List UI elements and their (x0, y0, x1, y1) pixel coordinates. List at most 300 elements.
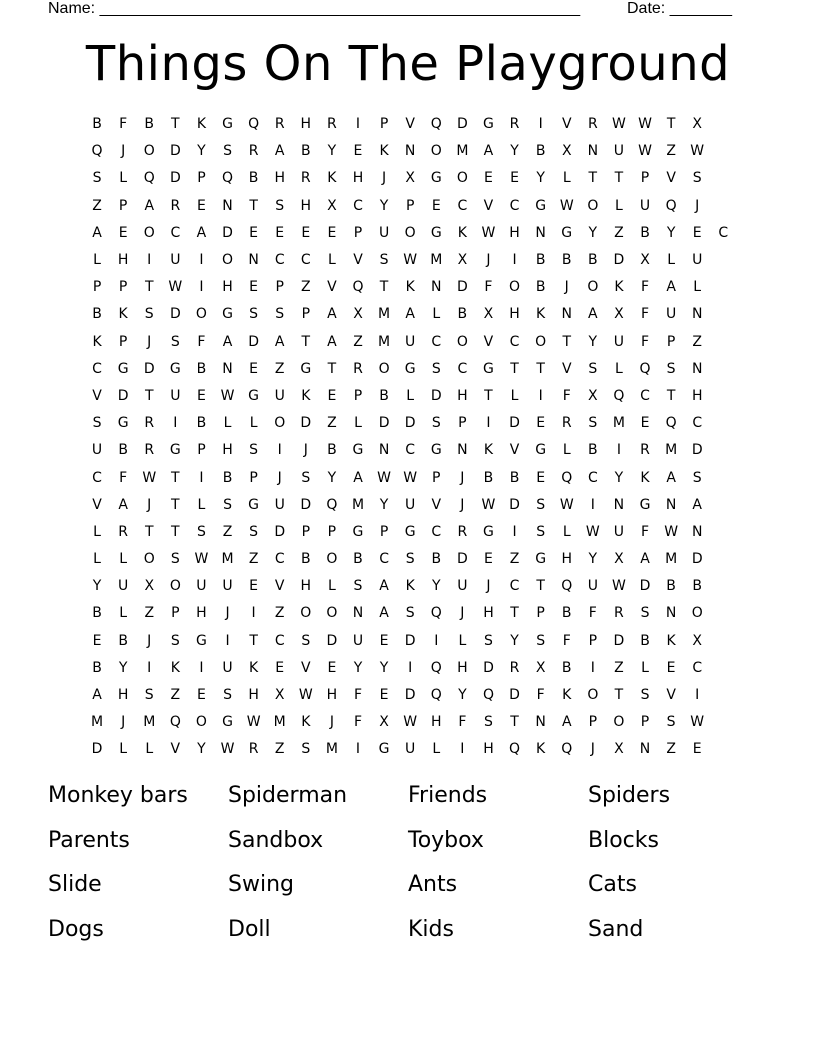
grid-row (84, 220, 734, 247)
grid-letter: J (147, 632, 152, 649)
grid-letter: Y (510, 143, 519, 160)
grid-letter: E (196, 387, 206, 404)
grid-letter: E (692, 741, 702, 758)
grid-letter: U (274, 496, 285, 513)
grid-letter: O (326, 605, 338, 622)
grid-letter: A (405, 306, 415, 323)
grid-letter: H (222, 442, 233, 459)
grid-letter: I (408, 659, 413, 676)
grid-row (84, 193, 734, 220)
grid-letter: N (431, 279, 442, 296)
grid-letter: W (612, 578, 626, 595)
grid-letter: U (170, 252, 181, 269)
grid-letter: J (486, 252, 491, 269)
grid-letter: F (588, 605, 597, 622)
grid-letter: B (300, 551, 311, 568)
grid-letter: C (405, 442, 416, 459)
grid-letter: C (431, 523, 442, 540)
grid-letter: X (561, 143, 572, 160)
grid-letter: C (274, 551, 285, 568)
grid-letter: L (354, 415, 362, 432)
grid-letter: P (405, 197, 415, 214)
grid-letter: E (327, 659, 337, 676)
grid-letter: A (144, 197, 155, 214)
grid-letter: B (640, 224, 650, 241)
grid-letter: L (458, 632, 467, 649)
grid-letter: B (535, 279, 546, 296)
grid-letter: G (195, 632, 207, 649)
grid-letter: C (92, 469, 102, 486)
grid-letter: E (666, 659, 676, 676)
grid-letter: U (170, 387, 181, 404)
grid-row (84, 492, 734, 519)
grid-letter: U (613, 523, 625, 540)
grid-letter: V (327, 279, 337, 296)
word-list-item: Doll (228, 916, 271, 942)
grid-letter: C (274, 632, 285, 649)
grid-letter: L (327, 578, 336, 595)
grid-letter: V (301, 659, 311, 676)
grid-letter: G (404, 523, 416, 540)
grid-letter: P (666, 333, 676, 350)
grid-letter: W (142, 469, 157, 486)
grid-letter: B (535, 252, 546, 269)
grid-letter: Y (588, 224, 598, 241)
grid-letter: L (249, 415, 258, 432)
grid-letter: Z (353, 333, 363, 350)
grid-letter: C (353, 197, 363, 214)
grid-letter: U (118, 578, 129, 595)
grid-letter: V (170, 741, 181, 758)
word-list-item: Slide (48, 872, 102, 897)
grid-letter: P (353, 224, 363, 241)
grid-letter: R (327, 116, 337, 133)
grid-letter: L (615, 197, 623, 214)
grid-letter: Q (665, 415, 677, 432)
grid-row (84, 165, 734, 192)
grid-letter: H (326, 687, 338, 704)
grid-letter: P (171, 605, 180, 622)
grid-letter: W (220, 387, 235, 404)
grid-letter: K (536, 741, 546, 758)
grid-letter: R (587, 116, 598, 133)
grid-letter: N (457, 442, 468, 459)
grid-letter: T (171, 116, 180, 133)
grid-letter: B (248, 170, 259, 187)
grid-letter: X (274, 687, 285, 704)
grid-letter: G (430, 224, 442, 241)
grid-letter: M (378, 333, 391, 350)
word-list-item: Monkey bars (48, 783, 188, 808)
grid-letter: P (353, 387, 363, 404)
grid-letter: B (640, 632, 650, 649)
grid-letter: S (640, 605, 650, 622)
grid-letter: J (486, 578, 491, 595)
grid-letter: Z (92, 197, 102, 214)
grid-row (84, 274, 734, 301)
grid-letter: S (249, 442, 259, 459)
grid-letter: F (484, 279, 493, 296)
grid-letter: L (93, 252, 101, 269)
grid-letter: B (431, 551, 442, 568)
grid-letter: M (430, 252, 443, 269)
grid-letter: T (301, 333, 311, 350)
grid-letter: P (301, 306, 311, 323)
grid-letter: W (559, 197, 574, 214)
grid-letter: T (614, 170, 624, 187)
grid-letter: U (222, 659, 233, 676)
grid-letter: O (300, 605, 312, 622)
grid-letter: N (535, 714, 546, 731)
grid-letter: C (509, 333, 520, 350)
grid-letter: S (640, 687, 650, 704)
grid-letter: N (639, 741, 651, 758)
grid-row (84, 573, 734, 600)
grid-letter: U (405, 496, 416, 513)
grid-letter: E (510, 170, 519, 187)
grid-letter: K (457, 224, 467, 241)
grid-letter: D (509, 687, 520, 704)
grid-letter: D (404, 415, 416, 432)
grid-letter: X (457, 252, 468, 269)
grid-letter: P (197, 170, 206, 187)
word-list-item: Kids (408, 916, 454, 942)
grid-letter: X (483, 306, 494, 323)
grid-row (84, 600, 734, 627)
grid-row (84, 138, 734, 165)
grid-letter: O (378, 360, 390, 377)
grid-letter: R (561, 415, 572, 432)
grid-letter: O (691, 605, 703, 622)
grid-letter: D (483, 659, 494, 676)
grid-letter: W (690, 714, 705, 731)
grid-letter: S (431, 360, 441, 377)
grid-letter: G (483, 523, 494, 540)
grid-letter: O (613, 714, 625, 731)
grid-letter: G (117, 360, 129, 377)
grid-letter: E (353, 143, 363, 160)
grid-letter: P (327, 523, 337, 540)
grid-letter: V (92, 496, 102, 513)
grid-letter: E (301, 224, 311, 241)
grid-letter: Z (666, 741, 676, 758)
grid-letter: T (588, 170, 598, 187)
grid-letter: J (147, 333, 152, 350)
grid-letter: S (223, 143, 232, 160)
grid-letter: Q (91, 143, 103, 160)
grid-letter: O (587, 687, 599, 704)
grid-letter: C (92, 360, 102, 377)
grid-row (84, 628, 734, 655)
grid-letter: I (199, 279, 204, 296)
grid-letter: U (613, 333, 625, 350)
name-field-label[interactable]: Name: ______________________________________________________ (48, 0, 581, 17)
grid-letter: D (169, 143, 181, 160)
grid-letter: W (585, 523, 600, 540)
grid-letter: I (199, 252, 204, 269)
grid-letter: K (483, 442, 494, 459)
grid-letter: I (590, 496, 595, 513)
grid-letter: E (379, 632, 389, 649)
grid-letter: I (225, 632, 230, 649)
grid-letter: A (327, 306, 337, 323)
grid-letter: G (248, 496, 260, 513)
grid-letter: I (538, 116, 543, 133)
grid-letter: L (641, 659, 649, 676)
grid-letter: F (640, 306, 650, 323)
grid-letter: M (91, 714, 104, 731)
word-list (48, 778, 768, 956)
grid-letter: P (92, 279, 102, 296)
grid-letter: J (329, 714, 334, 731)
grid-letter: K (405, 578, 415, 595)
grid-letter: A (92, 224, 102, 241)
grid-row (84, 301, 734, 328)
grid-letter: E (196, 197, 206, 214)
grid-letter: A (118, 496, 128, 513)
grid-letter: L (562, 523, 571, 540)
grid-letter: Q (665, 197, 677, 214)
grid-letter: R (457, 523, 468, 540)
grid-letter: K (249, 659, 259, 676)
grid-letter: D (169, 170, 181, 187)
grid-letter: O (195, 714, 207, 731)
grid-letter: N (404, 143, 416, 160)
grid-letter: Q (430, 687, 442, 704)
grid-letter: W (403, 714, 418, 731)
grid-letter: B (509, 469, 520, 486)
grid-letter: A (222, 333, 233, 350)
grid-letter: A (274, 143, 285, 160)
grid-letter: C (509, 578, 520, 595)
grid-letter: J (147, 496, 152, 513)
grid-letter: G (352, 523, 364, 540)
grid-letter: Q (639, 360, 651, 377)
grid-letter: P (118, 333, 128, 350)
grid-letter: S (170, 551, 180, 568)
grid-letter: Y (197, 741, 206, 758)
grid-letter: L (197, 496, 206, 513)
grid-letter: S (301, 741, 311, 758)
grid-letter: L (562, 170, 571, 187)
grid-letter: Z (274, 741, 285, 758)
grid-letter: Y (379, 659, 389, 676)
grid-letter: E (327, 224, 337, 241)
grid-letter: Z (614, 659, 624, 676)
grid-letter: I (199, 469, 204, 486)
grid-row (84, 329, 734, 356)
grid-letter: O (195, 306, 207, 323)
grid-letter: B (588, 442, 598, 459)
grid-letter: Y (431, 578, 441, 595)
grid-letter: N (665, 605, 677, 622)
grid-letter: L (145, 741, 154, 758)
grid-letter: B (144, 116, 155, 133)
grid-letter: F (353, 714, 363, 731)
grid-letter: R (248, 741, 259, 758)
grid-letter: U (405, 741, 416, 758)
grid-letter: I (486, 415, 491, 432)
grid-letter: Z (144, 605, 155, 622)
grid-letter: V (509, 442, 520, 459)
grid-letter: N (222, 197, 233, 214)
grid-letter: A (588, 306, 598, 323)
grid-letter: E (484, 551, 493, 568)
grid-letter: Q (143, 170, 155, 187)
grid-letter: G (352, 442, 364, 459)
grid-letter: Y (327, 469, 337, 486)
grid-letter: Q (482, 687, 494, 704)
grid-letter: Y (92, 578, 102, 595)
grid-letter: N (248, 252, 259, 269)
grid-letter: Y (118, 659, 128, 676)
grid-letter: I (616, 442, 621, 459)
grid-letter: I (512, 252, 517, 269)
grid-letter: V (353, 252, 363, 269)
grid-letter: S (223, 496, 232, 513)
grid-letter: Y (588, 333, 598, 350)
grid-row (84, 356, 734, 383)
grid-row (84, 709, 734, 736)
grid-letter: X (144, 578, 155, 595)
grid-letter: S (666, 360, 676, 377)
grid-letter: S (588, 415, 598, 432)
grid-letter: V (483, 197, 494, 214)
grid-letter: B (561, 605, 572, 622)
grid-letter: E (275, 659, 285, 676)
grid-letter: N (691, 523, 703, 540)
grid-letter: E (196, 687, 206, 704)
grid-letter: D (274, 523, 286, 540)
grid-letter: B (561, 659, 572, 676)
grid-letter: C (457, 197, 468, 214)
grid-letter: G (535, 551, 547, 568)
grid-letter: B (92, 659, 102, 676)
grid-letter: S (484, 714, 493, 731)
grid-letter: Q (430, 659, 442, 676)
grid-letter: E (92, 632, 102, 649)
grid-letter: L (432, 741, 441, 758)
grid-letter: W (194, 551, 209, 568)
grid-letter: W (403, 252, 418, 269)
grid-letter: S (353, 578, 363, 595)
grid-letter: L (93, 523, 101, 540)
grid-letter: D (143, 360, 155, 377)
grid-letter: X (614, 551, 624, 568)
grid-letter: E (249, 224, 259, 241)
grid-letter: O (274, 415, 286, 432)
date-field-label[interactable]: Date: _______ (627, 0, 732, 17)
grid-letter: Z (666, 143, 676, 160)
grid-letter: R (640, 442, 650, 459)
grid-letter: J (121, 143, 126, 160)
grid-row (84, 437, 734, 464)
grid-letter: I (460, 741, 465, 758)
grid-letter: S (588, 360, 598, 377)
grid-letter: A (666, 279, 676, 296)
grid-letter: G (483, 116, 494, 133)
grid-letter: T (510, 714, 519, 731)
grid-letter: E (118, 224, 128, 241)
grid-letter: D (91, 741, 103, 758)
grid-letter: A (379, 605, 389, 622)
grid-letter: E (327, 387, 337, 404)
letter-grid (84, 111, 734, 764)
grid-letter: U (457, 578, 468, 595)
grid-letter: P (379, 523, 389, 540)
grid-letter: Y (379, 496, 389, 513)
grid-letter: Y (353, 659, 363, 676)
grid-letter: B (118, 632, 128, 649)
grid-letter: C (640, 387, 650, 404)
grid-letter: F (458, 714, 467, 731)
grid-letter: Z (170, 687, 181, 704)
grid-letter: Q (248, 116, 260, 133)
grid-letter: Z (301, 279, 311, 296)
grid-letter: E (536, 469, 546, 486)
grid-letter: T (144, 387, 154, 404)
grid-letter: H (300, 197, 312, 214)
grid-letter: V (431, 496, 442, 513)
grid-letter: J (590, 741, 595, 758)
grid-letter: K (379, 143, 389, 160)
grid-letter: E (692, 224, 702, 241)
grid-letter: D (639, 578, 651, 595)
grid-letter: V (561, 360, 572, 377)
grid-letter: H (248, 687, 259, 704)
grid-letter: I (173, 415, 178, 432)
grid-letter: M (221, 551, 234, 568)
grid-letter: M (665, 442, 678, 459)
grid-letter: Y (379, 197, 389, 214)
grid-letter: Q (613, 387, 625, 404)
grid-letter: R (614, 605, 624, 622)
grid-letter: P (275, 279, 284, 296)
grid-letter: Q (509, 741, 521, 758)
grid-letter: M (612, 415, 625, 432)
grid-letter: F (640, 279, 650, 296)
grid-letter: S (144, 306, 154, 323)
grid-letter: H (196, 605, 207, 622)
grid-letter: F (197, 333, 206, 350)
grid-letter: C (692, 659, 703, 676)
grid-letter: G (222, 116, 233, 133)
grid-letter: Y (536, 170, 545, 187)
grid-letter: D (326, 632, 338, 649)
grid-letter: P (118, 279, 128, 296)
grid-letter: H (352, 170, 364, 187)
grid-letter: I (434, 632, 439, 649)
grid-letter: Y (588, 551, 598, 568)
grid-letter: K (614, 279, 624, 296)
grid-letter: V (483, 333, 494, 350)
grid-letter: O (430, 143, 442, 160)
grid-letter: I (199, 659, 204, 676)
grid-row (84, 247, 734, 274)
grid-letter: O (456, 170, 468, 187)
grid-letter: T (562, 333, 572, 350)
grid-letter: D (117, 387, 129, 404)
grid-letter: V (666, 170, 676, 187)
grid-letter: O (143, 224, 155, 241)
grid-letter: N (352, 605, 364, 622)
grid-letter: X (405, 170, 415, 187)
word-list-item: Cats (588, 872, 637, 897)
grid-letter: L (223, 415, 232, 432)
grid-letter: S (249, 523, 259, 540)
grid-letter: Q (561, 578, 573, 595)
word-list-item: Friends (408, 783, 488, 808)
